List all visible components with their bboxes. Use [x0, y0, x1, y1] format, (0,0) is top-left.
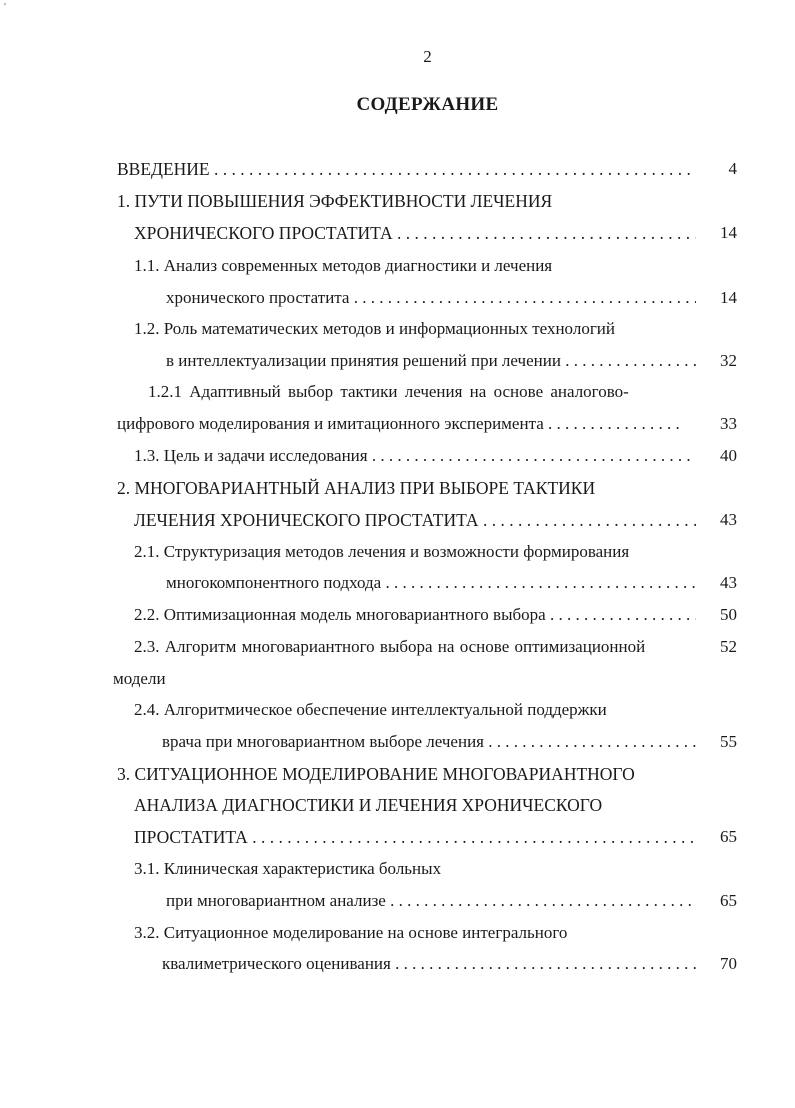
toc-entry-section-3-1[interactable] — [134, 856, 734, 882]
toc-entry-chapter-2[interactable] — [117, 475, 737, 501]
toc-entry-text: при многовариантном анализе — [166, 891, 386, 910]
toc-entry-section-2-3[interactable] — [134, 634, 700, 660]
toc-entry-section-2-1-cont[interactable] — [166, 570, 696, 596]
toc-entry-text: 3. СИТУАЦИОННОЕ МОДЕЛИРОВАНИЕ МНОГОВАРИАНТНОГО — [117, 764, 635, 784]
toc-page-number: 14 — [720, 223, 737, 242]
toc-entry-section-2-2[interactable] — [134, 602, 696, 628]
toc-entry-section-2-1[interactable] — [134, 539, 734, 565]
toc-entry-text: 1.2.1 Адаптивный выбор тактики лечения на основе аналогово- — [148, 382, 629, 401]
toc-entry-section-3-1-cont[interactable] — [166, 888, 696, 914]
toc-entry-text: 1.1. Анализ современных методов диагностики и лечения — [134, 256, 553, 275]
toc-entry-section-1-1[interactable] — [134, 253, 734, 279]
toc-page-number: 33 — [720, 414, 737, 433]
toc-entry-text: 2. МНОГОВАРИАНТНЫЙ АНАЛИЗ ПРИ ВЫБОРЕ ТАКТИКИ — [117, 478, 596, 498]
toc-entry-text: 2.1. Структуризация методов лечения и возможности формирования — [134, 542, 630, 561]
toc-entry-section-1-2-1-cont[interactable] — [117, 411, 679, 437]
toc-page-number: 52 — [720, 637, 737, 656]
toc-entry-section-2-4[interactable] — [134, 697, 734, 723]
toc-entry-text: 2.4. Алгоритмическое обеспечение интеллектуальной поддержки — [134, 700, 607, 719]
toc-entry-text: врача при многовариантном выборе лечения — [162, 732, 484, 751]
toc-entry-introduction[interactable] — [117, 156, 696, 182]
toc-entry-text: 2.2. Оптимизационная модель многовариантного выбора — [134, 605, 546, 624]
toc-title: СОДЕРЖАНИЕ — [356, 94, 499, 115]
toc-entry-text: 2.3. Алгоритм многовариантного выбора на основе оптимизационной — [134, 637, 646, 656]
toc-entry-text: 1. ПУТИ ПОВЫШЕНИЯ ЭФФЕКТИВНОСТИ ЛЕЧЕНИЯ — [117, 191, 553, 211]
toc-entry-chapter-2-cont[interactable] — [134, 507, 696, 533]
toc-entry-text: хронического простатита — [166, 288, 350, 307]
scan-corner-mark: ′ — [4, 2, 7, 13]
toc-entry-chapter-3[interactable] — [117, 761, 737, 787]
toc-page-number: 43 — [720, 573, 737, 592]
toc-entry-chapter-3-cont2[interactable] — [134, 824, 696, 850]
toc-entry-section-1-2-cont[interactable] — [166, 348, 696, 374]
toc-page-number: 4 — [728, 159, 737, 178]
toc-page-number: 43 — [720, 510, 737, 529]
toc-page-number: 70 — [720, 954, 737, 973]
toc-entry-text: 3.2. Ситуационное моделирование на основе интегрального — [134, 923, 568, 942]
toc-entry-text: модели — [113, 669, 166, 688]
toc-entry-text: ХРОНИЧЕСКОГО ПРОСТАТИТА — [134, 223, 393, 243]
toc-entry-text: многокомпонентного подхода — [166, 573, 382, 592]
toc-entry-section-3-2[interactable] — [134, 920, 734, 946]
toc-entry-text: цифрового моделирования и имитационного эксперимента — [117, 414, 544, 433]
toc-entry-section-1-2[interactable] — [134, 316, 734, 342]
toc-entry-section-1-3[interactable] — [134, 443, 696, 469]
toc-entry-section-1-2-1[interactable] — [148, 379, 738, 405]
toc-entry-text: в интеллектуализации принятия решений при лечении — [166, 351, 561, 370]
toc-entry-chapter-1-cont[interactable] — [134, 220, 696, 246]
page-number: 2 — [423, 47, 432, 66]
toc-entry-chapter-3-cont[interactable] — [134, 792, 734, 818]
toc-entry-text: 1.3. Цель и задачи исследования — [134, 446, 368, 465]
toc-entry-section-2-3-cont[interactable] — [113, 666, 313, 692]
toc-page-number: 14 — [720, 288, 737, 307]
toc-entry-chapter-1[interactable] — [117, 188, 737, 214]
toc-entry-section-2-4-cont[interactable] — [162, 729, 696, 755]
toc-page-number: 40 — [720, 446, 737, 465]
toc-entry-text: ВВЕДЕНИЕ — [117, 159, 210, 179]
toc-entry-section-1-1-cont[interactable] — [166, 285, 696, 311]
toc-entry-text: ЛЕЧЕНИЯ ХРОНИЧЕСКОГО ПРОСТАТИТА — [134, 510, 479, 530]
toc-entry-text: ПРОСТАТИТА — [134, 827, 248, 847]
toc-entry-text: квалиметрического оценивания — [162, 954, 391, 973]
toc-entry-text: 1.2. Роль математических методов и информационных технологий — [134, 319, 615, 338]
toc-page-number: 32 — [720, 351, 737, 370]
toc-page-number: 65 — [720, 827, 737, 846]
toc-page-number: 65 — [720, 891, 737, 910]
toc-entry-text: 3.1. Клиническая характеристика больных — [134, 859, 442, 878]
toc-page-number: 55 — [720, 732, 737, 751]
toc-entry-section-3-2-cont[interactable] — [162, 951, 696, 977]
toc-entry-text: АНАЛИЗА ДИАГНОСТИКИ И ЛЕЧЕНИЯ ХРОНИЧЕСКОГО — [134, 795, 603, 815]
toc-page-number: 50 — [720, 605, 737, 624]
